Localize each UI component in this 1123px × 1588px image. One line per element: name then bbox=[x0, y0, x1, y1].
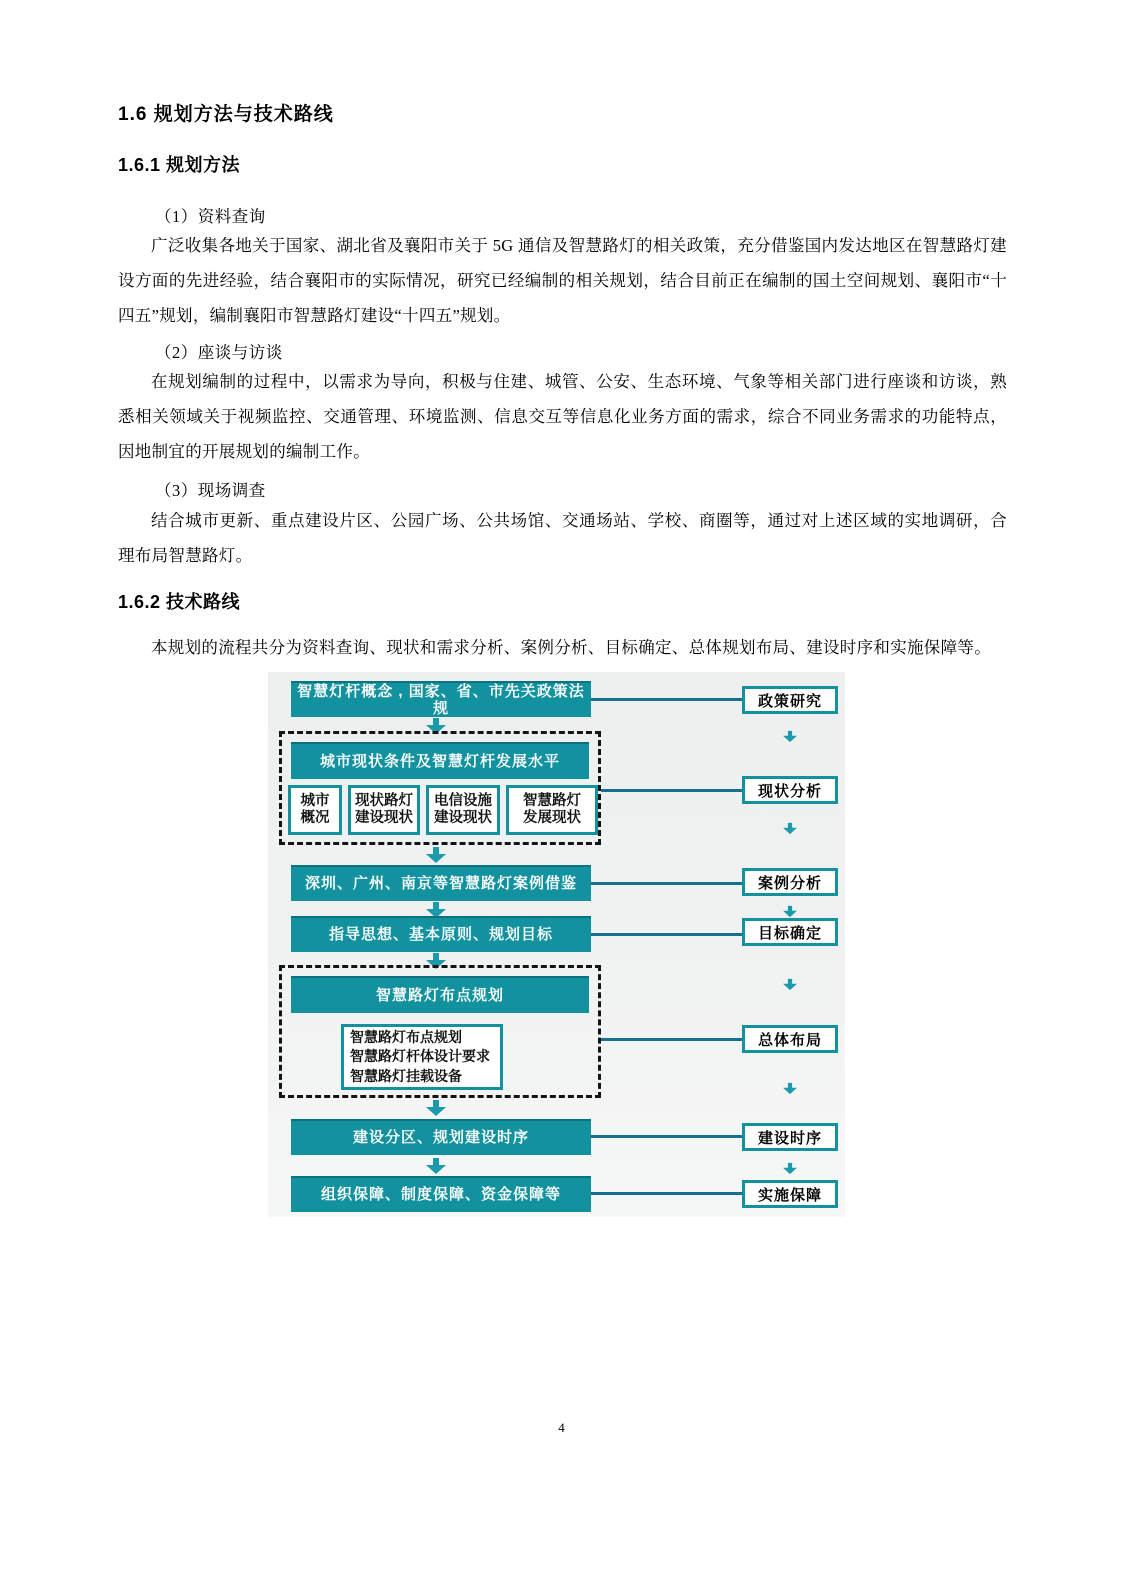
stage-case-analysis: 案例分析 bbox=[742, 868, 838, 896]
paragraph-data-collection: 广泛收集各地关于国家、湖北省及襄阳市关于 5G 通信及智慧路灯的相关政策，充分借鉴国内发达地区在智慧路灯建设方面的先进经验，结合襄阳市的实际情况，研究已经编制的相关规划，结合目前正在编制的国土空间规划、襄阳市“十四五”规划，编制襄阳市智慧路灯建设“十四五”规划。 bbox=[118, 236, 1007, 325]
flow-step-safeguards: 组织保障、制度保障、资金保障等 bbox=[291, 1176, 591, 1212]
list-item-label-1: （1）资料查询 bbox=[155, 207, 266, 226]
connector-line bbox=[601, 1038, 742, 1041]
technical-route-flowchart bbox=[268, 672, 845, 1217]
down-arrow-icon bbox=[783, 1162, 797, 1175]
flow-step-case-studies: 深圳、广州、南京等智慧路灯案例借鉴 bbox=[291, 865, 591, 901]
flow-step-construction-phasing: 建设分区、规划建设时序 bbox=[291, 1119, 591, 1155]
down-arrow-icon bbox=[783, 978, 797, 991]
stage-policy-research: 政策研究 bbox=[742, 686, 838, 714]
flow-step-layout-planning: 智慧路灯布点规划 bbox=[291, 976, 589, 1013]
paragraph-route-intro: 本规划的流程共分为资料查询、现状和需求分析、案例分析、目标确定、总体规划布局、建设时序和实施保障等。 bbox=[151, 638, 991, 657]
down-arrow-icon bbox=[783, 822, 797, 835]
down-arrow-icon bbox=[783, 730, 797, 743]
paragraph-field-survey: 结合城市更新、重点建设片区、公园广场、公共场馆、交通场站、学校、商圈等，通过对上述区域的实地调研，合理布局智慧路灯。 bbox=[118, 511, 1007, 565]
flow-group-current-status bbox=[279, 731, 601, 845]
status-subtopics-row bbox=[288, 785, 598, 835]
down-arrow-icon bbox=[425, 1158, 447, 1174]
stage-goal-setting: 目标确定 bbox=[742, 918, 838, 946]
flow-step-policy-regulations: 智慧灯杆概念 , 国家、省、市先关政策法规 bbox=[291, 681, 591, 717]
list-item-label-2: （2）座谈与访谈 bbox=[155, 343, 283, 362]
stage-implementation-safeguard: 实施保障 bbox=[742, 1180, 838, 1208]
stage-overall-layout: 总体布局 bbox=[742, 1025, 838, 1053]
connector-line bbox=[591, 882, 742, 885]
connector-line bbox=[591, 1135, 742, 1138]
subsection-title-planning-method: 1.6.1 规划方法 bbox=[118, 155, 241, 175]
down-arrow-icon bbox=[783, 905, 797, 918]
connector-line bbox=[601, 789, 742, 792]
page-number: 4 bbox=[558, 1420, 565, 1435]
subtopic-streetlight-status: 现状路灯 建设现状 bbox=[348, 785, 420, 835]
subtopic-telecom-status: 电信设施 建设现状 bbox=[426, 785, 500, 835]
down-arrow-icon bbox=[425, 847, 447, 863]
down-arrow-icon bbox=[425, 1100, 447, 1116]
stage-construction-sequence: 建设时序 bbox=[742, 1123, 838, 1151]
section-title: 1.6 规划方法与技术路线 bbox=[118, 104, 334, 125]
flow-group-layout-planning bbox=[279, 965, 601, 1098]
subtopic-city-overview: 城市 概况 bbox=[288, 785, 342, 835]
connector-line bbox=[591, 1192, 742, 1195]
stage-status-analysis: 现状分析 bbox=[742, 776, 838, 804]
layout-planning-details: 智慧路灯布点规划 智慧路灯杆体设计要求 智慧路灯挂载设备 bbox=[341, 1024, 503, 1090]
connector-line bbox=[591, 698, 742, 701]
subsection-title-technical-route: 1.6.2 技术路线 bbox=[118, 592, 241, 612]
down-arrow-icon bbox=[783, 1082, 797, 1095]
flow-step-city-status: 城市现状条件及智慧灯杆发展水平 bbox=[291, 742, 589, 779]
subtopic-smartlight-status: 智慧路灯 发展现状 bbox=[506, 785, 598, 835]
paragraph-interviews: 在规划编制的过程中，以需求为导向，积极与住建、城管、公安、生态环境、气象等相关部门进行座谈和访谈，熟悉相关领域关于视频监控、交通管理、环境监测、信息交互等信息化业务方面的需求，综合不同业务需求的功能特点，因地制宜的开展规划的编制工作。 bbox=[118, 372, 1007, 461]
list-item-label-3: （3）现场调查 bbox=[155, 481, 266, 500]
connector-line bbox=[591, 933, 742, 936]
flow-step-guiding-principles: 指导思想、基本原则、规划目标 bbox=[291, 916, 591, 952]
